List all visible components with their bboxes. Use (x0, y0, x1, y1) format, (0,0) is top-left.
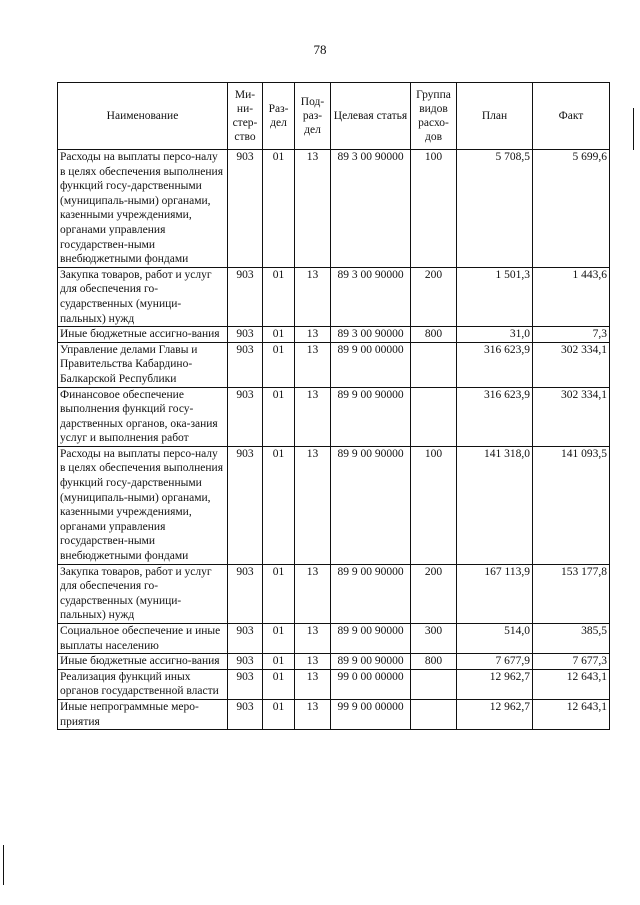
header-row (58, 83, 610, 150)
table-row (58, 654, 610, 670)
row-target: 89 9 00 90000 (331, 654, 411, 670)
row-target: 89 3 00 90000 (331, 327, 411, 343)
row-group: 300 (411, 624, 457, 654)
row-subsection: 13 (295, 654, 331, 670)
row-target: 99 9 00 00000 (331, 699, 411, 729)
header-expense-group: Группа видов расхо-дов (411, 83, 457, 150)
row-target: 89 9 00 90000 (331, 387, 411, 446)
row-fact: 1 443,6 (533, 267, 610, 326)
row-subsection: 13 (295, 446, 331, 564)
row-group (411, 342, 457, 387)
page-number: 78 (313, 42, 327, 57)
row-fact: 302 334,1 (533, 387, 610, 446)
row-subsection: 13 (295, 327, 331, 343)
row-ministry: 903 (228, 150, 263, 268)
margin-mark-right (633, 108, 634, 150)
header-subsection: Под-раз-дел (295, 83, 331, 150)
row-plan: 1 501,3 (457, 267, 533, 326)
row-fact: 141 093,5 (533, 446, 610, 564)
row-ministry: 903 (228, 267, 263, 326)
table-row (58, 342, 610, 387)
row-target: 89 3 00 90000 (331, 267, 411, 326)
row-name: Социальное обеспечение и иные выплаты населению (58, 624, 228, 654)
row-subsection: 13 (295, 267, 331, 326)
row-fact: 7 677,3 (533, 654, 610, 670)
header-name: Наименование (58, 83, 228, 150)
row-target: 89 9 00 00000 (331, 342, 411, 387)
row-section: 01 (263, 342, 295, 387)
row-ministry: 903 (228, 342, 263, 387)
table-row (58, 387, 610, 446)
row-plan: 5 708,5 (457, 150, 533, 268)
row-subsection: 13 (295, 342, 331, 387)
row-section: 01 (263, 699, 295, 729)
table-row (58, 150, 610, 268)
row-plan: 514,0 (457, 624, 533, 654)
row-plan: 167 113,9 (457, 564, 533, 623)
header-target: Целевая статья (331, 83, 411, 150)
row-plan: 7 677,9 (457, 654, 533, 670)
row-plan: 141 318,0 (457, 446, 533, 564)
row-ministry: 903 (228, 654, 263, 670)
header-plan: План (457, 83, 533, 150)
row-fact: 385,5 (533, 624, 610, 654)
row-section: 01 (263, 654, 295, 670)
row-fact: 12 643,1 (533, 699, 610, 729)
row-name: Финансовое обеспечение выполнения функций госу-дарственных органов, ока-зания услуг и выполнения работ (58, 387, 228, 446)
row-name: Иные непрограммные меро-приятия (58, 699, 228, 729)
row-section: 01 (263, 267, 295, 326)
row-group: 800 (411, 654, 457, 670)
table-row (58, 669, 610, 699)
table-row (58, 699, 610, 729)
row-group: 200 (411, 267, 457, 326)
row-section: 01 (263, 564, 295, 623)
row-subsection: 13 (295, 150, 331, 268)
row-subsection: 13 (295, 699, 331, 729)
budget-table (57, 82, 610, 730)
row-name: Иные бюджетные ассигно-вания (58, 654, 228, 670)
row-ministry: 903 (228, 699, 263, 729)
row-group: 100 (411, 150, 457, 268)
row-group (411, 669, 457, 699)
row-group: 200 (411, 564, 457, 623)
table-row (58, 267, 610, 326)
row-name: Иные бюджетные ассигно-вания (58, 327, 228, 343)
row-name: Закупка товаров, работ и услуг для обеспечения го-сударственных (муници-пальных) нужд (58, 267, 228, 326)
row-fact: 153 177,8 (533, 564, 610, 623)
row-fact: 5 699,6 (533, 150, 610, 268)
row-plan: 12 962,7 (457, 669, 533, 699)
row-fact: 12 643,1 (533, 669, 610, 699)
row-subsection: 13 (295, 624, 331, 654)
header-ministry: Ми-ни-стер-ство (228, 83, 263, 150)
table-row (58, 327, 610, 343)
row-group: 800 (411, 327, 457, 343)
header-section: Раз-дел (263, 83, 295, 150)
row-name: Закупка товаров, работ и услуг для обеспечения го-сударственных (муници-пальных) нужд (58, 564, 228, 623)
row-section: 01 (263, 387, 295, 446)
row-section: 01 (263, 150, 295, 268)
row-name: Расходы на выплаты персо-налу в целях обеспечения выполнения функций госу-дарственными (муниципаль-ными) органами, казенными учреждениями, органами управления государствен-ными внебюджетными фондами (58, 150, 228, 268)
row-subsection: 13 (295, 387, 331, 446)
row-ministry: 903 (228, 669, 263, 699)
row-ministry: 903 (228, 446, 263, 564)
row-section: 01 (263, 327, 295, 343)
row-target: 89 3 00 90000 (331, 150, 411, 268)
row-section: 01 (263, 446, 295, 564)
row-name: Реализация функций иных органов государственной власти (58, 669, 228, 699)
row-fact: 302 334,1 (533, 342, 610, 387)
row-section: 01 (263, 669, 295, 699)
table-row (58, 624, 610, 654)
row-group (411, 699, 457, 729)
row-ministry: 903 (228, 564, 263, 623)
table-row (58, 446, 610, 564)
row-target: 89 9 00 90000 (331, 624, 411, 654)
row-subsection: 13 (295, 564, 331, 623)
row-ministry: 903 (228, 624, 263, 654)
table-row (58, 564, 610, 623)
row-subsection: 13 (295, 669, 331, 699)
row-section: 01 (263, 624, 295, 654)
row-fact: 7,3 (533, 327, 610, 343)
row-target: 99 0 00 00000 (331, 669, 411, 699)
row-plan: 31,0 (457, 327, 533, 343)
row-name: Расходы на выплаты персо-налу в целях обеспечения выполнения функций госу-дарственными (муниципаль-ными) органами, казенными учреждениями, органами управления государствен-ными внебюджетными фондами (58, 446, 228, 564)
row-plan: 12 962,7 (457, 699, 533, 729)
row-plan: 316 623,9 (457, 342, 533, 387)
row-ministry: 903 (228, 387, 263, 446)
row-target: 89 9 00 90000 (331, 564, 411, 623)
row-plan: 316 623,9 (457, 387, 533, 446)
row-group: 100 (411, 446, 457, 564)
row-group (411, 387, 457, 446)
margin-mark-left (3, 845, 4, 885)
row-target: 89 9 00 90000 (331, 446, 411, 564)
row-ministry: 903 (228, 327, 263, 343)
row-name: Управление делами Главы и Правительства Кабардино-Балкарской Республики (58, 342, 228, 387)
header-fact: Факт (533, 83, 610, 150)
